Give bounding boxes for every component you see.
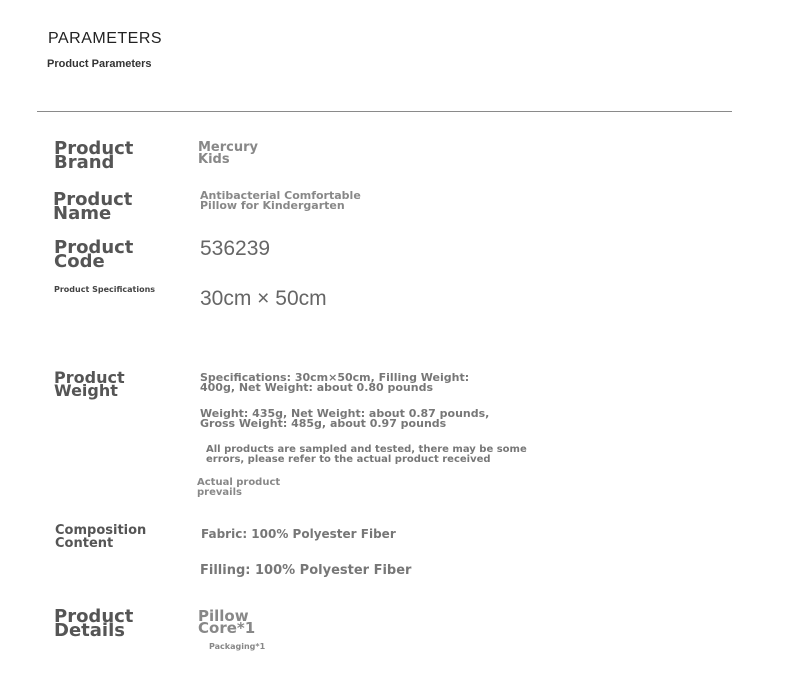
name-value: Antibacterial Comfortable Pillow for Kindergarten (200, 189, 361, 212)
details-label: Product Details (54, 606, 134, 641)
weight-label: Product Weight (54, 368, 125, 400)
composition-label: Composition Content (55, 523, 147, 551)
code-label: Product Code (54, 237, 134, 272)
name-label: Product Name (53, 189, 133, 224)
details-value: Pillow Core*1 (198, 607, 256, 637)
code-value: 536239 (200, 237, 271, 260)
weight-note: All products are sampled and tested, there may be some errors, please refer to the actual product received (206, 444, 527, 465)
spec-label: Product Specifications (54, 285, 156, 294)
weight-line-2: Weight: 435g, Net Weight: about 0.87 pounds, Gross Weight: 485g, about 0.97 pounds (200, 407, 490, 430)
composition-filling: Filling: 100% Polyester Fiber (200, 563, 412, 578)
brand-label: Product Brand (54, 138, 134, 173)
spec-value: 30cm × 50cm (200, 287, 327, 310)
weight-line-1: Specifications: 30cm×50cm, Filling Weight: 400g, Net Weight: about 0.80 pounds (200, 371, 470, 394)
page-subtitle: Product Parameters (47, 58, 152, 70)
divider (37, 111, 732, 112)
weight-actual: Actual product prevails (197, 477, 281, 498)
details-packaging: Packaging*1 (209, 642, 266, 651)
composition-fabric: Fabric: 100% Polyester Fiber (201, 527, 396, 541)
brand-value: Mercury Kids (198, 140, 259, 167)
page-title: PARAMETERS (48, 30, 163, 47)
